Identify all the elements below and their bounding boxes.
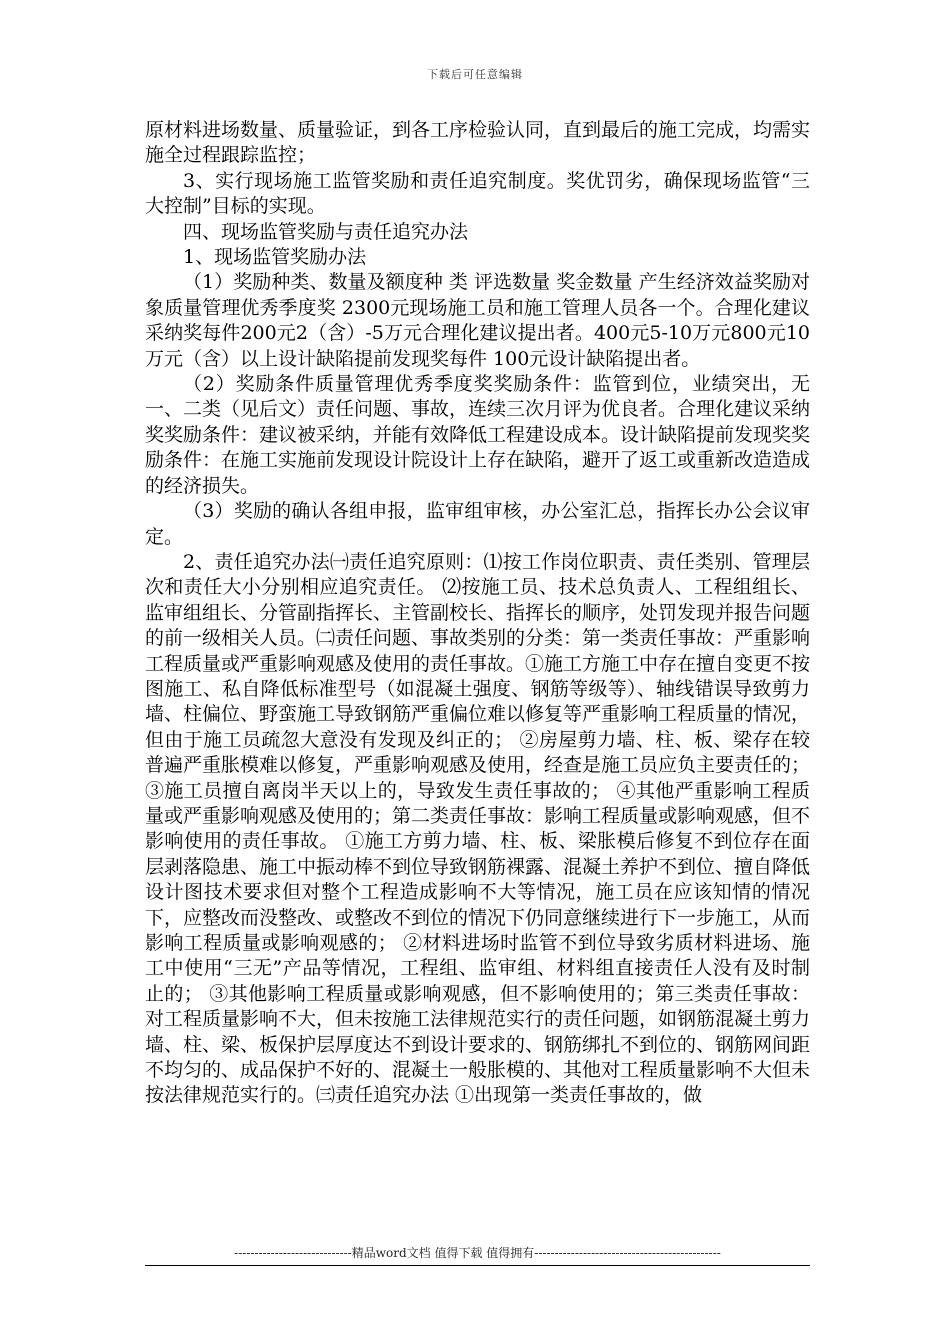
paragraph-item-3: 3、实行现场施工监管奖励和责任追究制度。奖优罚劣，确保现场监管“三大控制”目标的实现。 [145, 169, 810, 218]
footer-text: -----------------------------精品word文档 值得下载 值得拥有---------------------------------------------- [234, 1246, 721, 1260]
page-footer [145, 1244, 810, 1266]
paragraph-continuation: 原材料进场数量、质量验证，到各工序检验认同，直到最后的施工完成，均需实施全过程跟踪监控； [145, 119, 811, 167]
page-header: 下载后可任意编辑 [427, 68, 523, 81]
subsection-heading-reward: 1、现场监管奖励办法 [183, 246, 367, 269]
footer-divider [145, 1265, 810, 1266]
paragraph-reward-conditions: （2）奖励条件质量管理优秀季度奖奖励条件：监管到位，业绩突出，无一、二类（见后文）责任问题、事故，连续三次月评为优良者。合理化建议采纳奖奖励条件：建议被采纳，并能有效降低工程建设成本。设计缺陷提前发现奖奖励条件：在施工实施前发现设计院设计上存在缺陷，避开了返工或重新改造造成的经济损失。 [145, 373, 811, 497]
paragraph-reward-confirmation: （3）奖励的确认各组申报，监审组审核，办公室汇总，指挥长办公会议审定。 [145, 500, 810, 548]
document-body [145, 118, 810, 1109]
paragraph-reward-types: （1）奖励种类、数量及额度种 类 评选数量 奖金数量 产生经济效益奖励对象质量管理优秀季度奖 2300元现场施工员和施工管理人员各一个。合理化建议采纳奖每件200元2（含）-5万元合理化建议提出者。400元5-10万元800元10万元（含）以上设计缺陷提前发现奖每件 100元设计缺陷提出者。 [145, 271, 810, 370]
paragraph-accountability: 2、责任追究办法㈠责任追究原则：⑴按工作岗位职责、责任类别、管理层次和责任大小分别相应追究责任。 ⑵按施工员、技术总负责人、工程组组长、监审组组长、分管副指挥长、主管副校长、指挥长的顺序，处罚发现并报告问题的前一级相关人员。㈡责任问题、事故类别的分类：第一类责任事故：严重影响工程质量或严重影响观感及使用的责任事故。①施工方施工中存在擅自变更不按图施工、私自降低标准型号（如混凝土强度、钢筋等级等）、轴线错误导致剪力墙、柱偏位、野蛮施工导致钢筋严重偏位难以修复等严重影响工程质量的情况，但由于施工员疏忽大意没有发现及纠正的； ②房屋剪力墙、柱、板、梁存在较普遍严重胀模难以修复，严重影响观感及使用，经查是施工员应负主要责任的； ③施工员擅自离岗半天以上的，导致发生责任事故的； ④其他严重影响工程质量或严重影响观感及使用的；第二类责任事故：影响工程质量或影响观感，但不影响使用的责任事故。 ①施工方剪力墙、柱、板、梁胀模后修复不到位存在面层剥落隐患、施工中振动棒不到位导致钢筋裸露、混凝土养护不到位、擅自降低设计图技术要求但对整个工程造成影响不大等情况，施工员在应该知情的情况下，应整改而没整改、或整改不到位的情况下仍同意继续进行下一步施工，从而影响工程质量或影响观感的； ②材料进场时监管不到位导致劣质材料进场、施工中使用“三无”产品等情况，工程组、监审组、材料组直接责任人没有及时制止的； ③其他影响工程质量或影响观感，但不影响使用的；第三类责任事故：对工程质量影响不大，但未按施工法律规范实行的责任问题，如钢筋混凝土剪力墙、柱、梁、板保护层厚度达不到设计要求的、钢筋绑扎不到位的、钢筋网间距不均匀的、成品保护不好的、混凝土一般胀模的、其他对工程质量影响不大但未按法律规范实行的。㈢责任追究办法 ①出现第一类责任事故的，做 [145, 550, 811, 1107]
section-heading-4: 四、现场监管奖励与责任追究办法 [183, 220, 469, 243]
